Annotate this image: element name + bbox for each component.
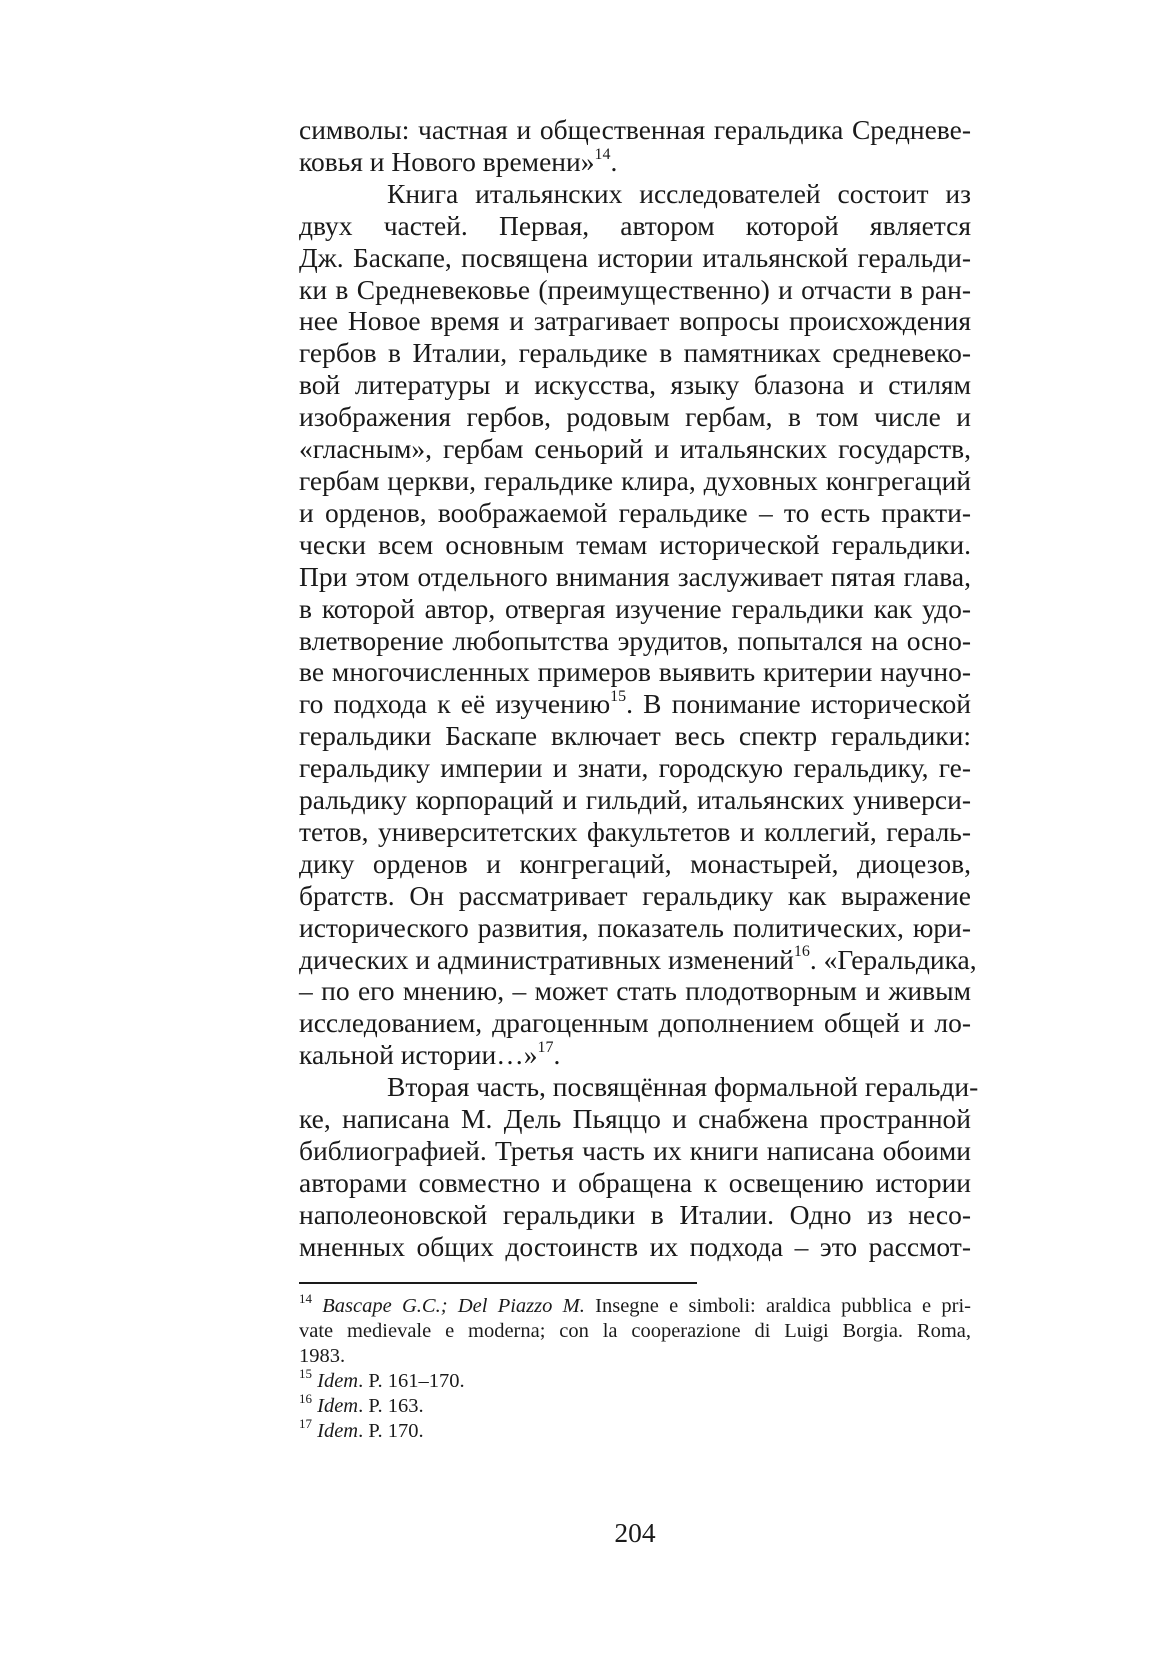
text-line: влетворение любопытства эрудитов, попытался на осно- [299,624,971,656]
text-line: чески всем основным темам исторической геральдики. [299,528,971,560]
text-line: При этом отдельного внимания заслуживает пятая глава, [299,560,971,592]
text-run: . «Геральдика, [809,943,977,975]
text-line [299,1366,971,1394]
footnote-text: Insegne e simboli: araldica pubblica e pri- [584,1295,971,1317]
text-run: ковья и Нового времени» [299,145,595,177]
text-line: и орденов, воображаемой геральдике – то есть практи- [299,496,971,528]
footnote-text: . P. 161–170. [358,1370,465,1392]
text-line: в которой автор, отвергая изучение геральдики как удо- [299,592,971,624]
text-line: vate medievale e moderna; con la cooperazione di Luigi Borgia. Roma, [299,1320,971,1342]
footnote-author: Bascape G.C.; Del Piazzo M. [322,1295,585,1317]
text-line: авторами совместно и обращена к освещению истории [299,1166,971,1198]
text-line: Дж. Баскапе, посвящена истории итальянской геральди- [299,241,971,273]
footnote-text: . P. 163. [358,1395,424,1417]
text-run: кальной истории…» [299,1039,538,1071]
text-line: библиографией. Третья часть их книги написана обоими [299,1135,971,1166]
footnote-author: Idem [317,1395,359,1417]
footnote-author: Idem [317,1370,359,1392]
text-run: . [553,1039,561,1071]
footnote-number: 14 [299,1291,312,1307]
footnote-number: 15 [299,1366,312,1382]
footnote-ref-14[interactable]: 14 [594,145,611,163]
text-line: Книга итальянских исследователей состоит из [387,177,971,209]
paragraph-3 [299,1071,979,1262]
text-line: наполеоновской геральдики в Италии. Одно из несо- [299,1198,971,1230]
text-line: мненных общих достоинств их подхода – это рассмот- [299,1230,971,1262]
text-line [299,688,971,720]
text-line: – по его мнению, – может стать плодотворным и живым [299,975,971,1007]
text-line: Вторая часть, посвящённая формальной геральди- [387,1071,979,1103]
text-line: двух частей. Первая, автором которой является [299,209,971,241]
text-line: изображения гербов, родовым гербам, в том числе и [299,401,971,433]
footnotes [299,1291,971,1444]
text-line: исторического развития, показатель политических, юри- [299,911,971,943]
text-line: «гласным», гербам сеньорий и итальянских государств, [299,433,971,465]
text-line: гербов в Италии, геральдике в памятниках средневеко- [299,337,971,369]
text-line [299,146,971,178]
text-run: . В понимание исторической [626,688,971,720]
text-line: тетов, университетских факультетов и коллегий, гераль- [299,815,971,847]
paragraph-2 [299,177,977,1071]
footnote-ref-17[interactable]: 17 [537,1039,554,1057]
footnote-author: Idem [317,1420,359,1442]
text-line [299,1416,971,1444]
text-line [299,1391,971,1419]
footnote-15 [299,1366,971,1394]
text-run: . [610,145,618,177]
text-line: гербам церкви, геральдике клира, духовных конгрегаций [299,464,971,496]
page-number: 204 [614,1517,656,1548]
text-line: ве многочисленных примеров выявить критерии научно- [299,656,971,688]
text-line: нее Новое время и затрагивает вопросы происхождения [299,305,971,337]
footnote-17 [299,1416,971,1444]
footnote-ref-16[interactable]: 16 [793,943,810,961]
text-line: братств. Он рассматривает геральдику как выражение [299,879,971,911]
footnote-16 [299,1391,971,1419]
footnote-ref-15[interactable]: 15 [610,688,627,706]
footnote-14 [299,1291,971,1369]
text-line: геральдики Баскапе включает весь спектр геральдики: [299,720,971,752]
text-line: вой литературы и искусства, языку блазона и стилям [299,369,971,401]
paragraph-1 [299,114,971,178]
main-text [299,114,979,1263]
text-line: дику орденов и конгрегаций, монастырей, диоцезов, [299,847,971,879]
text-line [299,943,977,976]
text-line: 1983. [299,1345,346,1367]
text-line: исследованием, драгоценным дополнением общей и ло- [299,1007,971,1039]
footnote-text: . P. 170. [358,1420,424,1442]
text-run: дических и административных изменений [299,943,794,975]
text-line: геральдику империи и знати, городскую геральдику, ге- [299,752,971,784]
footnote-separator [299,1282,697,1284]
text-run: го подхода к её изучению [299,688,611,720]
footnote-number: 17 [299,1416,312,1432]
footnote-number: 16 [299,1391,312,1407]
text-line [299,1291,971,1319]
text-line [299,1039,971,1071]
text-line: ке, написана М. Дель Пьяццо и снабжена пространной [299,1103,971,1135]
text-line: символы: частная и общественная геральдика Средневе- [299,114,971,145]
text-line: ки в Средневековье (преимущественно) и отчасти в ран- [299,273,971,305]
text-line: ральдику корпораций и гильдий, итальянских универси- [299,784,971,816]
